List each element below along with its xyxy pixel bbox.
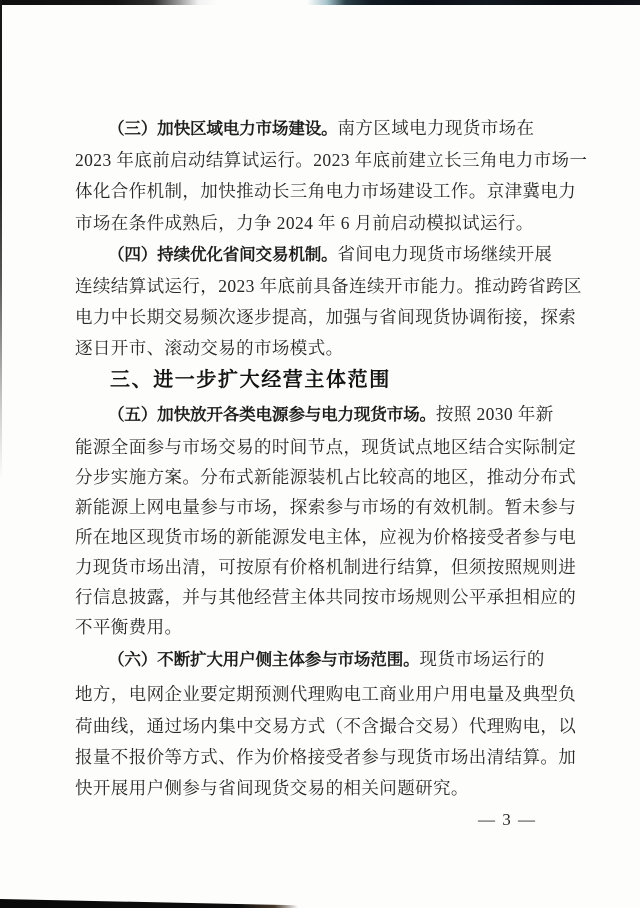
para-5-line-1 [75,402,608,427]
para-4-line-3: 电力中长期交易频次逐步提高，加强与省间现货协调衔接，探索 [75,307,577,327]
para-6-line-3: 荷曲线，通过场内集中交易方式（不含撮合交易）代理购电，以 [75,716,577,736]
para-4-line-2: 连续结算试运行，2023 年底前具备连续开市能力。推动跨省跨区 [75,276,582,296]
scan-corner-bottom-left-artifact [0,899,298,908]
section-heading: 三、进一步扩大经营主体范围 [110,367,391,391]
para-6-line-5: 快开展用户侧参与省间现货交易的相关问题研究。 [75,778,469,798]
para-3-line-3: 体化合作机制，加快推动长三角电力市场建设工作。京津冀电力 [75,181,577,201]
para-5-line-2: 能源全面参与市场交易的时间节点，现货试点地区结合实际制定 [75,437,577,457]
para-5-lead: （五）加快放开各类电源参与电力现货市场。 [108,405,436,424]
para-5-line-5: 所在地区现货市场的新能源发电主体，应视为价格接受者参与电 [75,527,577,547]
para-4-line-1-text: 省间电力现货市场继续开展 [337,244,553,264]
para-6-line-4: 报量不报价等方式、作为价格接受者参与现货市场出清结算。加 [75,747,577,767]
para-3-line-2: 2023 年底前启动结算试运行。2023 年底前建立长三角电力市场一 [75,150,588,170]
para-5-line-8: 不平衡费用。 [75,617,183,637]
scan-edge-left-artifact [0,0,2,500]
para-3-line-4: 市场在条件成熟后，力争 2024 年 6 月前启动模拟试运行。 [75,213,534,233]
para-6-line-2: 地方，电网企业要定期预测代理购电工商业用户用电量及典型负 [75,684,577,704]
para-3-line-1-text: 南方区域电力现货市场在 [337,118,535,138]
para-4-line-4: 逐日开市、滚动交易的市场模式。 [75,338,344,358]
para-6-line-1 [75,647,608,672]
para-5-line-1-text: 按照 2030 年新 [435,404,554,424]
para-5-line-3: 分步实施方案。分布式新能源装机占比较高的地区，推动分布式 [75,467,577,487]
para-3-lead: （三）加快区域电力市场建设。 [108,119,338,138]
page-number: — 3 — [478,810,537,829]
para-3-line-1 [75,116,608,141]
para-4-lead: （四）持续优化省间交易机制。 [108,245,338,264]
para-6-lead: （六）不断扩大用户侧主体参与市场范围。 [108,650,420,669]
scan-edge-top-artifact [0,0,640,5]
para-4-line-1 [75,242,608,267]
para-6-line-1-text: 现货市场运行的 [419,649,545,669]
para-5-line-7: 行信息披露，并与其他经营主体共同按市场规则公平承担相应的 [75,587,577,607]
para-5-line-4: 新能源上网电量参与市场，探索参与市场的有效机制。暂未参与 [75,497,577,517]
para-5-line-6: 力现货市场出清，可按原有价格机制进行结算，但须按照规则进 [75,557,577,577]
